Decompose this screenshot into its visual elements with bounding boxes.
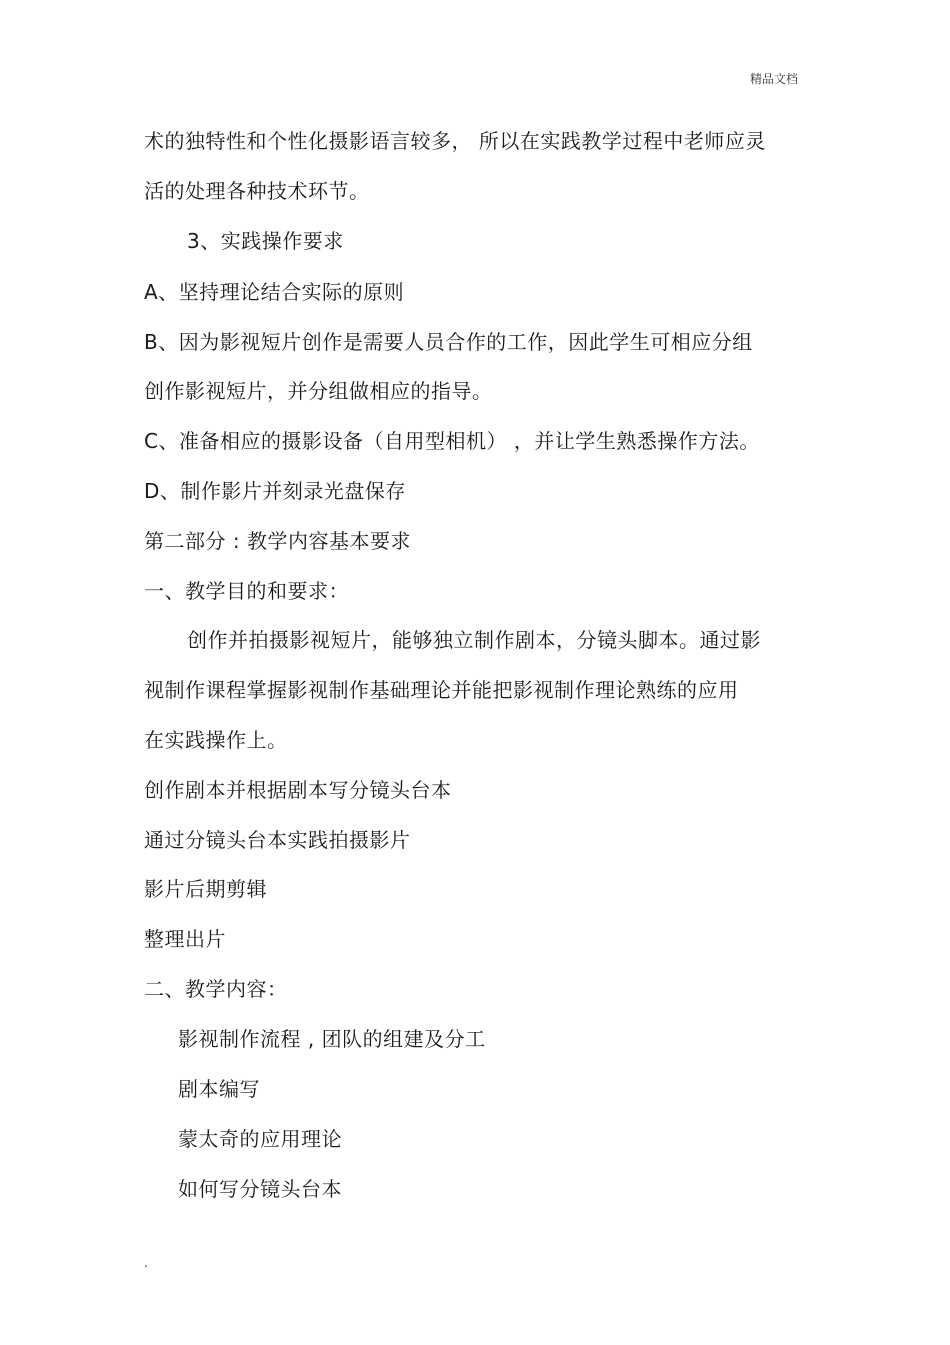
text-line: 活的处理各种技术环节。	[144, 179, 370, 203]
list-item: C、准备相应的摄影设备（自用型相机） ，并让学生熟悉操作方法。	[144, 429, 760, 453]
list-item: 整理出片	[144, 927, 226, 951]
list-item: 剧本编写	[178, 1077, 260, 1101]
list-item: B、因为影视短片创作是需要人员合作的工作，因此学生可相应分组	[144, 330, 753, 354]
paragraph-line: 视制作课程掌握影视制作基础理论并能把影视制作理论熟练的应用	[144, 678, 739, 702]
section-heading: 3、实践操作要求	[187, 229, 344, 253]
text-line: 创作影视短片，并分组做相应的指导。	[144, 379, 493, 403]
section-heading: 二、教学内容：	[144, 977, 288, 1001]
list-item: 创作剧本并根据剧本写分镜头台本	[144, 778, 452, 802]
paragraph-line: 创作并拍摄影视短片，能够独立制作剧本，分镜头脚本。通过影	[187, 628, 761, 652]
paragraph-line: 在实践操作上。	[144, 728, 288, 752]
footer-mark: .	[144, 1256, 148, 1270]
part-heading: 第二部分 : 教学内容基本要求	[144, 529, 411, 553]
text-line: 术的独特性和个性化摄影语言较多， 所以在实践教学过程中老师应灵	[144, 129, 766, 153]
list-item: 影片后期剪辑	[144, 877, 267, 901]
list-item: 通过分镜头台本实践拍摄影片	[144, 828, 411, 852]
header-watermark: 精品文档	[750, 72, 799, 86]
list-item: 蒙太奇的应用理论	[178, 1127, 342, 1151]
section-heading: 一、教学目的和要求：	[144, 579, 349, 603]
list-item: 影视制作流程 , 团队的组建及分工	[178, 1027, 486, 1051]
list-item: 如何写分镜头台本	[178, 1177, 342, 1201]
list-item: A、坚持理论结合实际的原则	[144, 280, 405, 304]
list-item: D、制作影片并刻录光盘保存	[144, 479, 406, 503]
